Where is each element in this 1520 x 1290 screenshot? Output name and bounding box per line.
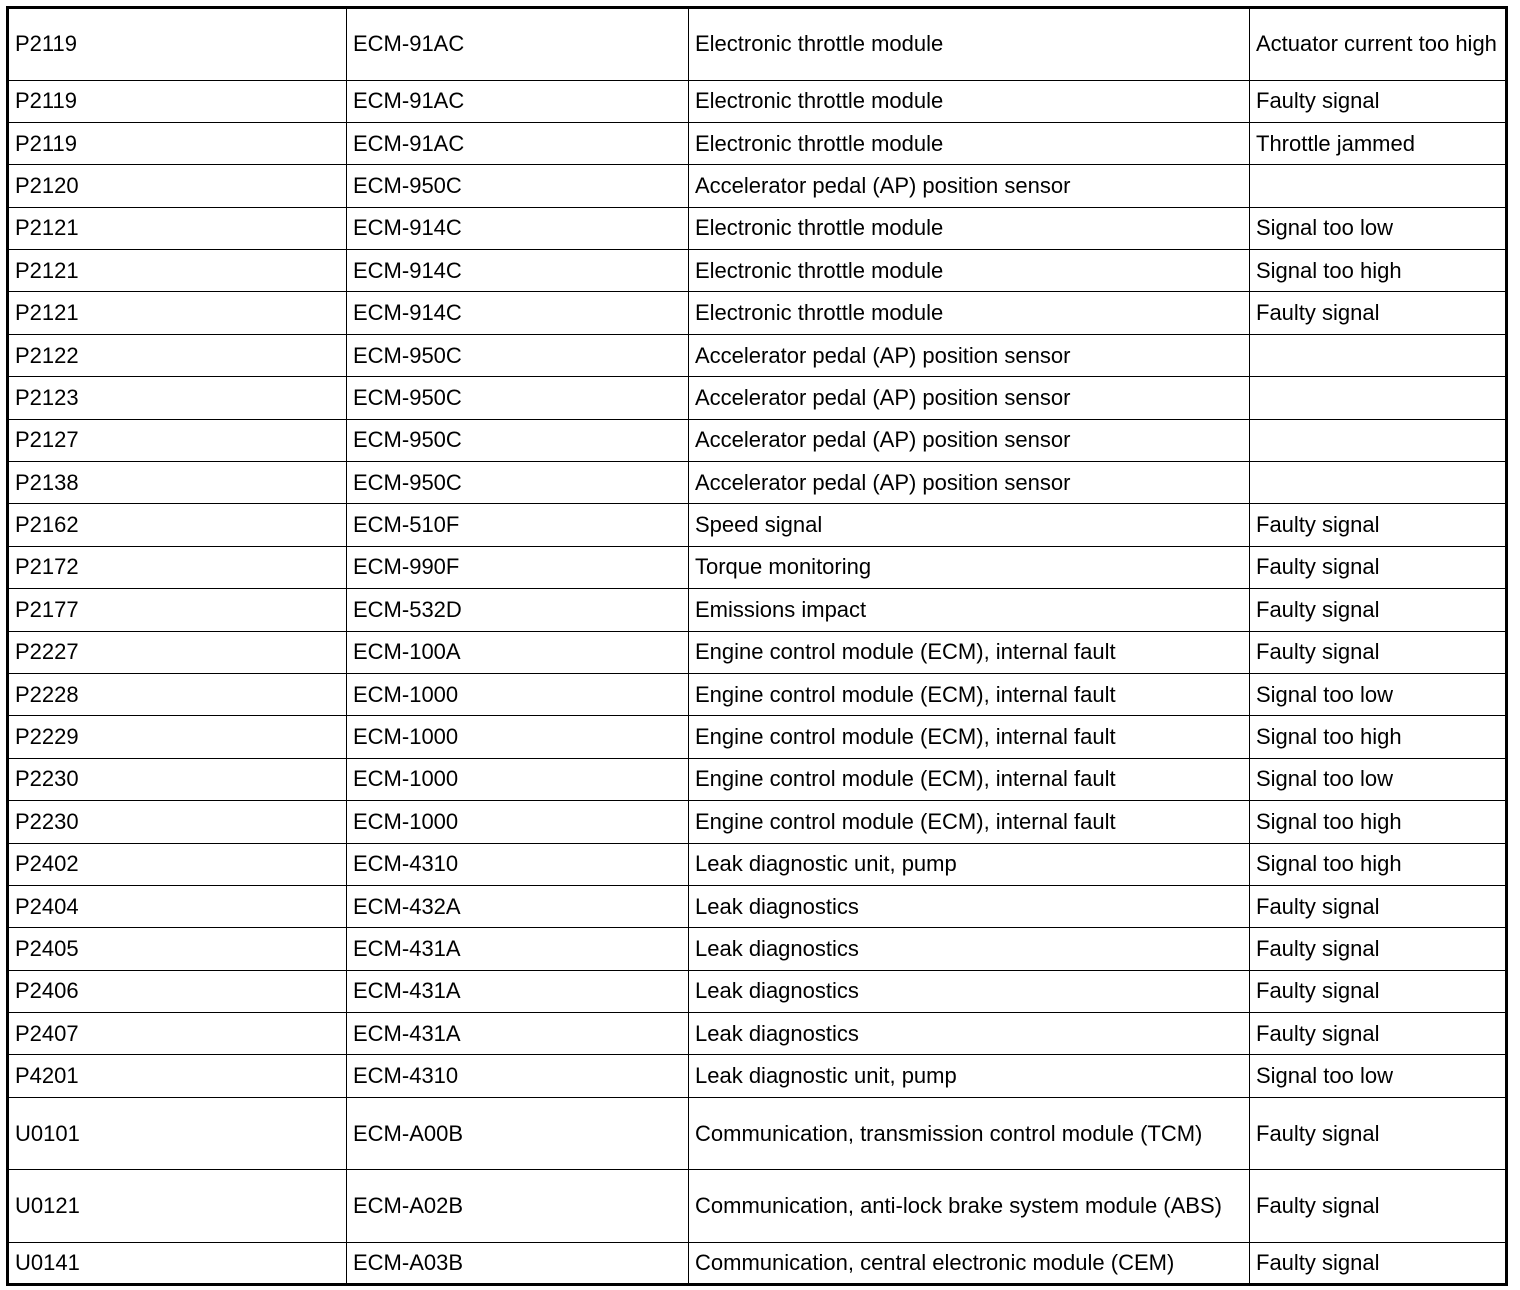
ecm-code-cell: ECM-510F	[347, 504, 689, 546]
dtc-code-cell: P2407	[8, 1013, 347, 1055]
dtc-code-cell: P2228	[8, 673, 347, 715]
table-row	[8, 1170, 1507, 1243]
ecm-code-cell: ECM-100A	[347, 631, 689, 673]
table-row	[8, 377, 1507, 419]
fault-type-cell: Faulty signal	[1250, 80, 1507, 122]
component-cell: Speed signal	[689, 504, 1250, 546]
dtc-code-cell: P2404	[8, 885, 347, 927]
component-cell: Electronic throttle module	[689, 292, 1250, 334]
table-row	[8, 1242, 1507, 1284]
component-cell: Leak diagnostic unit, pump	[689, 843, 1250, 885]
component-cell: Engine control module (ECM), internal fault	[689, 801, 1250, 843]
table-row	[8, 419, 1507, 461]
component-cell: Leak diagnostics	[689, 885, 1250, 927]
table-row	[8, 1097, 1507, 1170]
fault-type-cell: Throttle jammed	[1250, 122, 1507, 164]
dtc-code-cell: P2121	[8, 250, 347, 292]
dtc-code-cell: P4201	[8, 1055, 347, 1097]
table-row	[8, 1055, 1507, 1097]
component-cell: Torque monitoring	[689, 546, 1250, 588]
table-row	[8, 462, 1507, 504]
component-cell: Accelerator pedal (AP) position sensor	[689, 377, 1250, 419]
ecm-code-cell: ECM-431A	[347, 970, 689, 1012]
component-cell: Communication, central electronic module (CEM)	[689, 1242, 1250, 1284]
dtc-code-cell: P2127	[8, 419, 347, 461]
table-row	[8, 843, 1507, 885]
fault-type-cell: Faulty signal	[1250, 292, 1507, 334]
component-cell: Leak diagnostics	[689, 970, 1250, 1012]
fault-type-cell: Signal too high	[1250, 801, 1507, 843]
dtc-code-cell: P2121	[8, 207, 347, 249]
dtc-table	[6, 6, 1508, 1286]
table-row	[8, 165, 1507, 207]
fault-type-cell: Signal too high	[1250, 250, 1507, 292]
dtc-code-cell: P2406	[8, 970, 347, 1012]
dtc-code-cell: U0121	[8, 1170, 347, 1243]
dtc-code-cell: P2230	[8, 801, 347, 843]
component-cell: Accelerator pedal (AP) position sensor	[689, 419, 1250, 461]
table-row	[8, 801, 1507, 843]
table-row	[8, 80, 1507, 122]
dtc-table-body	[8, 8, 1507, 1285]
ecm-code-cell: ECM-1000	[347, 673, 689, 715]
ecm-code-cell: ECM-914C	[347, 292, 689, 334]
component-cell: Leak diagnostic unit, pump	[689, 1055, 1250, 1097]
fault-type-cell: Faulty signal	[1250, 504, 1507, 546]
table-row	[8, 928, 1507, 970]
table-row	[8, 1013, 1507, 1055]
fault-type-cell: Signal too high	[1250, 716, 1507, 758]
ecm-code-cell: ECM-950C	[347, 377, 689, 419]
table-row	[8, 716, 1507, 758]
component-cell: Engine control module (ECM), internal fault	[689, 673, 1250, 715]
dtc-code-cell: P2119	[8, 8, 347, 81]
component-cell: Accelerator pedal (AP) position sensor	[689, 334, 1250, 376]
fault-type-cell: Signal too low	[1250, 207, 1507, 249]
ecm-code-cell: ECM-950C	[347, 419, 689, 461]
dtc-code-cell: U0141	[8, 1242, 347, 1284]
dtc-code-cell: P2230	[8, 758, 347, 800]
fault-type-cell: Actuator current too high	[1250, 8, 1507, 81]
dtc-code-cell: P2119	[8, 122, 347, 164]
fault-type-cell: Faulty signal	[1250, 1242, 1507, 1284]
table-row	[8, 546, 1507, 588]
component-cell: Leak diagnostics	[689, 928, 1250, 970]
fault-type-cell	[1250, 462, 1507, 504]
table-row	[8, 758, 1507, 800]
table-row	[8, 631, 1507, 673]
component-cell: Engine control module (ECM), internal fault	[689, 631, 1250, 673]
table-row	[8, 504, 1507, 546]
component-cell: Accelerator pedal (AP) position sensor	[689, 462, 1250, 504]
fault-type-cell: Faulty signal	[1250, 1097, 1507, 1170]
ecm-code-cell: ECM-914C	[347, 207, 689, 249]
component-cell: Emissions impact	[689, 589, 1250, 631]
component-cell: Electronic throttle module	[689, 250, 1250, 292]
table-row	[8, 250, 1507, 292]
dtc-code-cell: P2123	[8, 377, 347, 419]
dtc-code-cell: P2120	[8, 165, 347, 207]
table-row	[8, 673, 1507, 715]
table-row	[8, 207, 1507, 249]
ecm-code-cell: ECM-950C	[347, 462, 689, 504]
table-row	[8, 885, 1507, 927]
dtc-code-cell: P2227	[8, 631, 347, 673]
fault-type-cell: Signal too low	[1250, 673, 1507, 715]
ecm-code-cell: ECM-91AC	[347, 8, 689, 81]
fault-type-cell: Signal too high	[1250, 843, 1507, 885]
ecm-code-cell: ECM-A03B	[347, 1242, 689, 1284]
dtc-code-cell: P2122	[8, 334, 347, 376]
table-row	[8, 292, 1507, 334]
table-row	[8, 8, 1507, 81]
dtc-table-container	[6, 6, 1508, 1286]
fault-type-cell	[1250, 165, 1507, 207]
ecm-code-cell: ECM-431A	[347, 1013, 689, 1055]
table-row	[8, 334, 1507, 376]
fault-type-cell: Faulty signal	[1250, 970, 1507, 1012]
ecm-code-cell: ECM-950C	[347, 334, 689, 376]
dtc-code-cell: P2121	[8, 292, 347, 334]
component-cell: Engine control module (ECM), internal fault	[689, 758, 1250, 800]
table-row	[8, 122, 1507, 164]
ecm-code-cell: ECM-914C	[347, 250, 689, 292]
dtc-code-cell: P2119	[8, 80, 347, 122]
fault-type-cell	[1250, 334, 1507, 376]
dtc-code-cell: P2177	[8, 589, 347, 631]
component-cell: Engine control module (ECM), internal fault	[689, 716, 1250, 758]
ecm-code-cell: ECM-950C	[347, 165, 689, 207]
ecm-code-cell: ECM-532D	[347, 589, 689, 631]
component-cell: Electronic throttle module	[689, 122, 1250, 164]
fault-type-cell: Signal too low	[1250, 758, 1507, 800]
ecm-code-cell: ECM-4310	[347, 843, 689, 885]
ecm-code-cell: ECM-1000	[347, 716, 689, 758]
dtc-code-cell: P2162	[8, 504, 347, 546]
fault-type-cell: Faulty signal	[1250, 546, 1507, 588]
fault-type-cell: Faulty signal	[1250, 1170, 1507, 1243]
fault-type-cell: Signal too low	[1250, 1055, 1507, 1097]
dtc-code-cell: P2229	[8, 716, 347, 758]
component-cell: Leak diagnostics	[689, 1013, 1250, 1055]
ecm-code-cell: ECM-91AC	[347, 122, 689, 164]
dtc-code-cell: P2138	[8, 462, 347, 504]
dtc-code-cell: P2402	[8, 843, 347, 885]
ecm-code-cell: ECM-990F	[347, 546, 689, 588]
ecm-code-cell: ECM-91AC	[347, 80, 689, 122]
ecm-code-cell: ECM-432A	[347, 885, 689, 927]
fault-type-cell: Faulty signal	[1250, 928, 1507, 970]
fault-type-cell: Faulty signal	[1250, 1013, 1507, 1055]
fault-type-cell	[1250, 377, 1507, 419]
dtc-code-cell: P2172	[8, 546, 347, 588]
component-cell: Electronic throttle module	[689, 80, 1250, 122]
dtc-code-cell: P2405	[8, 928, 347, 970]
fault-type-cell: Faulty signal	[1250, 885, 1507, 927]
table-row	[8, 970, 1507, 1012]
table-row	[8, 589, 1507, 631]
component-cell: Electronic throttle module	[689, 8, 1250, 81]
fault-type-cell: Faulty signal	[1250, 589, 1507, 631]
component-cell: Communication, transmission control module (TCM)	[689, 1097, 1250, 1170]
ecm-code-cell: ECM-1000	[347, 758, 689, 800]
ecm-code-cell: ECM-A00B	[347, 1097, 689, 1170]
fault-type-cell	[1250, 419, 1507, 461]
fault-type-cell: Faulty signal	[1250, 631, 1507, 673]
ecm-code-cell: ECM-A02B	[347, 1170, 689, 1243]
component-cell: Communication, anti-lock brake system module (ABS)	[689, 1170, 1250, 1243]
dtc-code-cell: U0101	[8, 1097, 347, 1170]
component-cell: Accelerator pedal (AP) position sensor	[689, 165, 1250, 207]
ecm-code-cell: ECM-431A	[347, 928, 689, 970]
ecm-code-cell: ECM-4310	[347, 1055, 689, 1097]
ecm-code-cell: ECM-1000	[347, 801, 689, 843]
component-cell: Electronic throttle module	[689, 207, 1250, 249]
